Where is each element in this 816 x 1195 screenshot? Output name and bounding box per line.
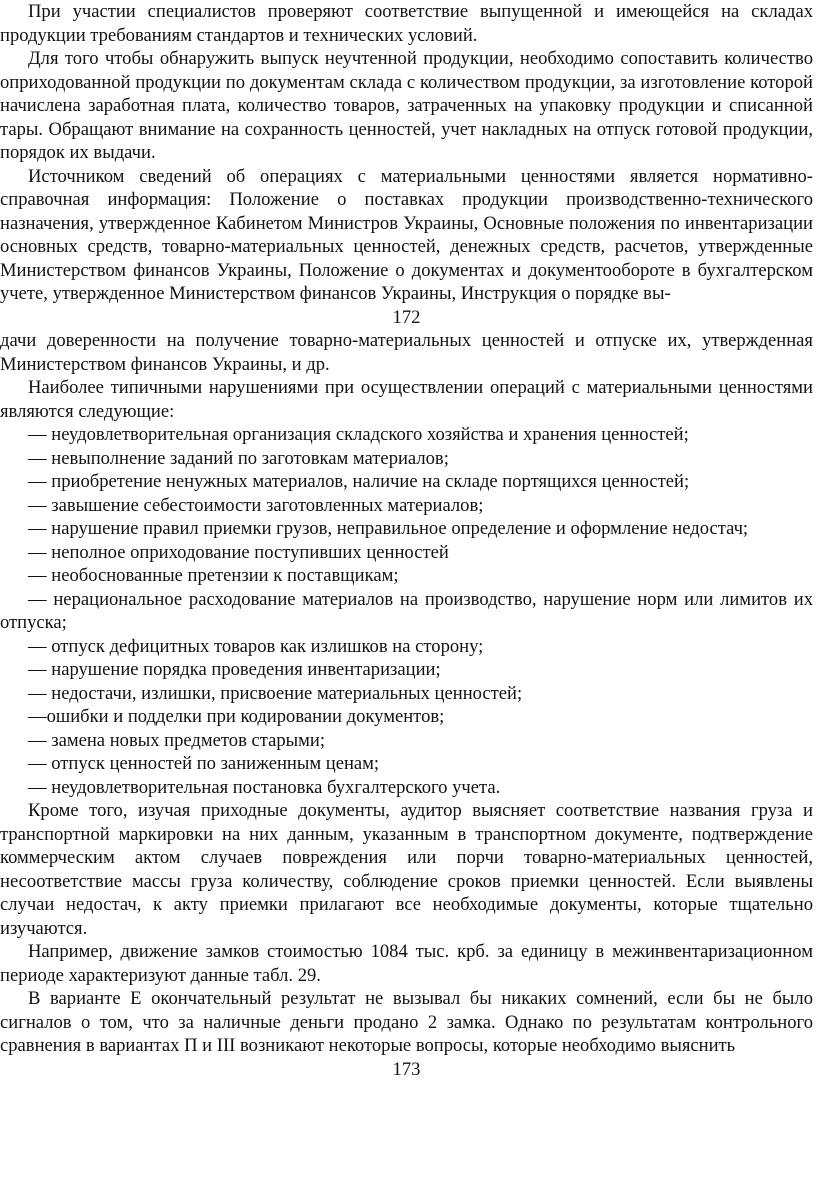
list-item: —ошибки и подделки при кодировании документов; [28,706,445,727]
list-item: — необоснованные претензии к поставщикам; [28,565,399,586]
list-item: — неудовлетворительная постановка бухгалтерского учета. [28,776,501,798]
list-item: — нарушение правил приемки грузов, неправильное определение и оформление недостач; [28,518,749,539]
paragraph-continuation: дачи доверенности на получение товарно-материальных ценностей и отпуске их, утвержденная Министерством финансов Украины, и др. [0,330,813,375]
list-item: — недостачи, излишки, присвоение материальных ценностей; [28,682,523,704]
list-intro: Наиболее типичными нарушениями при осуществлении операций с материальными ценностями являются следующие: [0,377,813,422]
list-item: — невыполнение заданий по заготовкам материалов; [28,447,449,469]
list-item: — приобретение ненужных материалов, наличие на складе портящихся ценностей; [28,471,690,492]
list-item: — неудовлетворительная организация складского хозяйства и хранения ценностей; [28,424,689,445]
page-number-172: 172 [392,306,421,328]
paragraph-example-locks: Например, движение замков стоимостью 1084 тыс. крб. за единицу в межинвентаризационном периоде характеризуют данные табл. 29. [0,941,813,986]
paragraph-sources: Источником сведений об операциях с материальными ценностями является нормативно-справочная информация: Положение о поставках продукции производственно-технического назначения, утвержденное Кабинетом Министров Украины, Основные положения по инвентаризации основных средств, товарно-материальных ценностей, денежных средств, расчетов, утвержденные Министерством финансов Украины, Положение о документах и документообороте в бухгалтерском учете, утвержденное Министерством финансов Украины, Инструкция о порядке вы- [0,165,813,304]
list-item: — завышение себестоимости заготовленных материалов; [28,494,484,516]
paragraph-unaccounted-production: Для того чтобы обнаружить выпуск неучтенной продукции, необходимо сопоставить количество оприходованной продукции по документам склада с количеством продукции, за изготовление которой начислена заработная плата, количество товаров, затраченных на упаковку продукции и списанной тары. Обращают внимание на сохранность ценностей, учет накладных на отпуск готовой продукции, порядок их выдачи. [0,48,813,163]
paragraph-variant-e: В варианте Е окончательный результат не вызывал бы никаких сомнений, если бы не было сигналов о том, что за наличные деньги продано 2 замка. Однако по результатам контрольного сравнения в вариантах П и III возникают некоторые вопросы, которые необходимо выяснить [0,988,813,1056]
list-item: — нерациональное расходование материалов на производство, нарушение норм или лимитов их отпуска; [0,588,813,633]
list-item: — замена новых предметов старыми; [28,729,326,751]
list-item: — отпуск ценностей по заниженным ценам; [28,753,380,774]
list-item: — нарушение порядка проведения инвентаризации; [28,659,441,680]
paragraph-specialists: При участии специалистов проверяют соответствие выпущенной и имеющейся на складах продукции требованиям стандартов и технических условий. [0,1,813,46]
page-number-173: 173 [392,1058,421,1080]
list-item: — отпуск дефицитных товаров как излишков на сторону; [28,635,484,657]
list-item: — неполное оприходование поступивших ценностей [28,541,449,563]
paragraph-receipt-documents: Кроме того, изучая приходные документы, аудитор выясняет соответствие названия груза и транспортной маркировки на них данным, указанным в транспортном документе, подтверждение коммерческим актом случаев повреждения или порчи товарно-материальных ценностей, несоответствие массы груза количеству, соблюдение сроков приемки ценностей. Если выявлены случаи недостач, к акту приемки прилагают все необходимые документы, которые тщательно изучаются. [0,800,813,939]
